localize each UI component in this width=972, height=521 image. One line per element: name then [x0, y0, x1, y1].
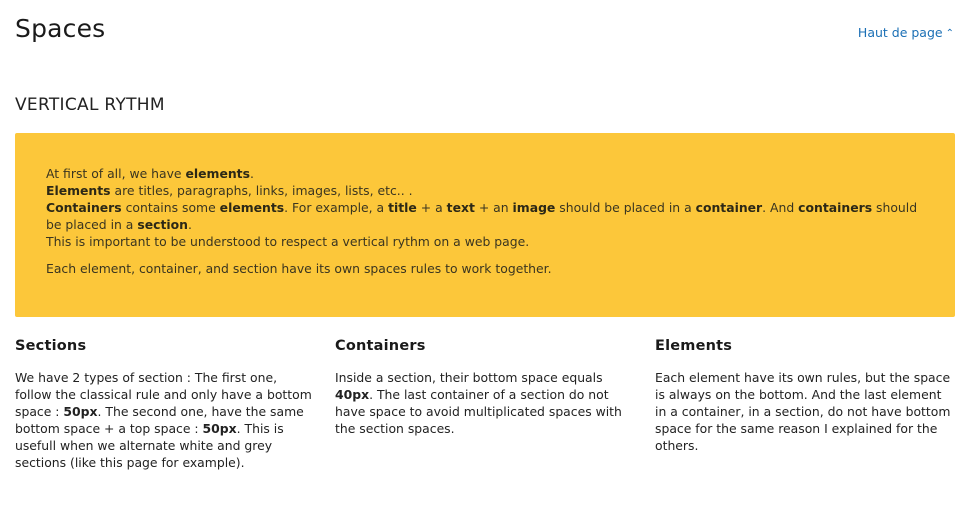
callout-text: contains some — [121, 200, 220, 215]
callout-text: + an — [474, 200, 513, 215]
column-bold: 50px — [202, 421, 237, 436]
column-text — [335, 369, 635, 437]
column-text-part: . This is usefull when we alternate white and grey sections (like this page for example). — [15, 421, 284, 470]
column-text-part: Each element have its own rules, but the space is always on the bottom. And the last element in a container, in a section, do not have bottom space for the same reason I explained for the others. — [655, 370, 951, 453]
callout-text: . — [187, 217, 192, 232]
callout-line-2 — [46, 182, 925, 199]
callout-text: should be placed in a — [46, 200, 918, 232]
callout-bold: text — [446, 200, 475, 215]
callout-text: . And — [762, 200, 799, 215]
callout-line-5 — [46, 260, 925, 277]
page-title: Spaces — [15, 14, 106, 43]
column-text-part: Inside a section, their bottom space equals — [335, 370, 603, 385]
column-containers — [335, 338, 635, 437]
callout-text: This is important to be understood to respect a vertical rythm on a web page. — [46, 234, 530, 249]
callout-bold: elements — [219, 200, 285, 215]
callout-bold: elements — [185, 166, 250, 181]
callout-text: Each element, container, and section have its own spaces rules to work together. — [46, 261, 552, 276]
back-to-top-label: Haut de page — [857, 25, 943, 40]
column-text — [655, 369, 955, 454]
column-text-part: . The second one, have the same bottom space + a top space : — [15, 404, 304, 436]
callout-bold: image — [512, 200, 556, 215]
column-bold: 50px — [63, 404, 98, 419]
callout-bold: container — [695, 200, 763, 215]
chevron-up-icon: ⌃ — [945, 28, 954, 39]
column-title: Containers — [335, 338, 426, 354]
column-elements — [655, 338, 955, 454]
callout-text: should be placed in a — [555, 200, 696, 215]
callout-line-3 — [46, 199, 925, 233]
back-to-top-link[interactable] — [858, 25, 954, 40]
callout-line-4 — [46, 233, 925, 250]
callout-text: At first of all, we have — [46, 166, 186, 181]
callout-text: are titles, paragraphs, links, images, lists, etc.. . — [110, 183, 413, 198]
column-bold: 40px — [335, 387, 370, 402]
callout-bold: title — [388, 200, 417, 215]
callout-bold: containers — [798, 200, 873, 215]
info-callout — [15, 133, 955, 317]
column-text-part: . The last container of a section do not have space to avoid multiplicated spaces with the section spaces. — [335, 387, 622, 436]
column-title: Sections — [15, 338, 87, 354]
column-sections — [15, 338, 315, 471]
callout-bold: Containers — [46, 200, 122, 215]
callout-text: . — [249, 166, 254, 181]
callout-line-1 — [46, 165, 925, 182]
callout-bold: Elements — [46, 183, 111, 198]
callout-text: . For example, a — [284, 200, 389, 215]
column-text-part: We have 2 types of section : The first one, follow the classical rule and only have a bottom space : — [15, 370, 312, 419]
section-heading: VERTICAL RYTHM — [15, 95, 165, 115]
callout-text: + a — [416, 200, 447, 215]
column-text — [15, 369, 315, 471]
column-title: Elements — [655, 338, 733, 354]
callout-bold: section — [137, 217, 188, 232]
